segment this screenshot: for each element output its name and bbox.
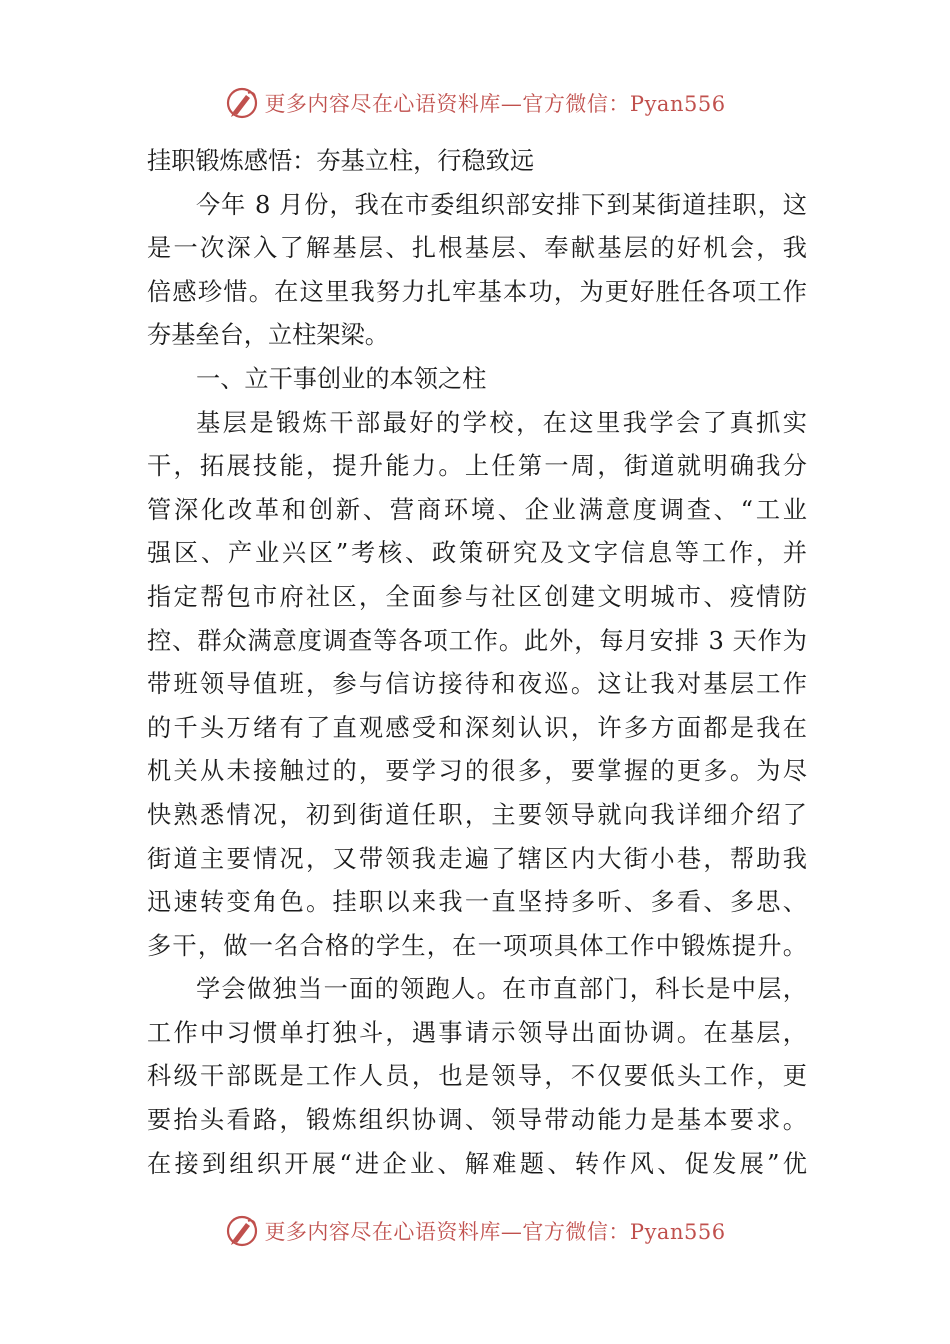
header-watermark-banner	[0, 81, 950, 125]
banner-text: 更多内容尽在心语资料库—官方微信：Pyan556	[264, 92, 726, 116]
paragraph-line: 干，拓展技能，提升能力。上任第一周，街道就明确我分	[147, 452, 807, 481]
paragraph-line: 今年 8 月份，我在市委组织部安排下到某街道挂职，这	[196, 190, 807, 219]
paragraph-line: 基层是锻炼干部最好的学校，在这里我学会了真抓实	[196, 408, 807, 437]
paragraph-line: 带班领导值班，参与信访接待和夜巡。这让我对基层工作	[147, 670, 807, 699]
paragraph-line: 迅速转变角色。挂职以来我一直坚持多听、多看、多思、	[147, 888, 807, 917]
paragraph-line: 要抬头看路，锻炼组织协调、领导带动能力是基本要求。	[147, 1106, 807, 1135]
paragraph-line: 指定帮包市府社区，全面参与社区创建文明城市、疫情防	[147, 582, 807, 611]
paragraph-line: 工作中习惯单打独斗，遇事请示领导出面协调。在基层，	[147, 1018, 807, 1047]
banner-text: 更多内容尽在心语资料库—官方微信：Pyan556	[264, 1220, 726, 1244]
document-body	[147, 140, 807, 1186]
paragraph-line: 夯基垒台，立柱架梁。	[147, 321, 389, 350]
paragraph-line: 的千头万绪有了直观感受和深刻认识，许多方面都是我在	[147, 713, 807, 742]
paragraph-line: 强区、产业兴区”考核、政策研究及文字信息等工作，并	[147, 539, 807, 568]
footer-watermark-banner	[0, 1209, 950, 1253]
paragraph-line: 机关从未接触过的，要学习的很多，要掌握的更多。为尽	[147, 757, 807, 786]
paragraph-line: 是一次深入了解基层、扎根基层、奉献基层的好机会，我	[147, 234, 807, 263]
paragraph-line: 管深化改革和创新、营商环境、企业满意度调查、“工业	[147, 495, 807, 524]
paragraph-line: 在接到组织开展“进企业、解难题、转作风、促发展”优	[147, 1149, 807, 1178]
paragraph-line: 倍感珍惜。在这里我努力扎牢基本功，为更好胜任各项工作	[147, 277, 807, 306]
paragraph-line: 街道主要情况，又带领我走遍了辖区内大街小巷，帮助我	[147, 844, 807, 873]
paragraph-line: 科级干部既是工作人员，也是领导，不仅要低头工作，更	[147, 1062, 807, 1091]
section-heading: 一、立干事创业的本领之柱	[196, 364, 487, 393]
paragraph-line: 快熟悉情况，初到街道任职，主要领导就向我详细介绍了	[147, 800, 807, 829]
paragraph-line: 学会做独当一面的领跑人。在市直部门，科长是中层，	[196, 975, 807, 1004]
document-title: 挂职锻炼感悟：夯基立柱，行稳致远	[147, 147, 535, 175]
pen-logo-icon	[224, 1213, 260, 1249]
paragraph-line: 多干，做一名合格的学生，在一项项具体工作中锻炼提升。	[147, 931, 807, 960]
paragraph-line: 控、群众满意度调查等各项工作。此外，每月安排 3 天作为	[147, 626, 807, 655]
pen-logo-icon	[224, 85, 260, 121]
